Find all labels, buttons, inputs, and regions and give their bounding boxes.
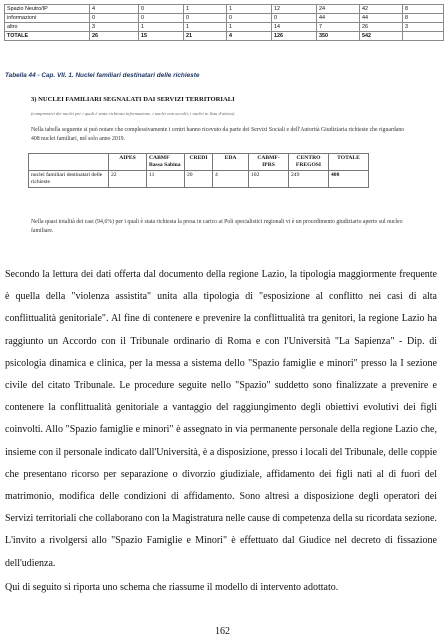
table-cell: 1 [139,23,184,32]
table-cell: 4 [227,32,272,41]
table-caption: Tabella 44 - Cap. VII. 1. Nuclei familiari destinatari delle richieste [5,72,200,79]
page-number: 162 [215,626,230,637]
table-cell: 42 [360,5,403,14]
excerpt-table-cell: 22 [109,171,147,188]
excerpt-table-header: CABMF Bassa Sabina [147,154,185,171]
data-table-top [4,4,444,41]
table-cell: 44 [317,14,360,23]
excerpt-table [28,153,369,188]
table-cell: 1 [184,5,227,14]
excerpt-heading: 3) NUCLEI FAMILIARI SEGNALATI DAI SERVIZI TERRITORIALI [31,96,235,103]
table-cell: 24 [317,5,360,14]
excerpt-subheading: (comprensivi dei nuclei per i quali è stata richiesta informazione, i nuclei non accolti, i nuclei in lista d'attesa) [31,111,235,116]
excerpt-table-header: TOTALE [329,154,369,171]
excerpt-table-header: EDA [213,154,249,171]
excerpt-table-header [29,154,109,171]
table-cell: 7 [317,23,360,32]
excerpt-table-cell: 20 [185,171,213,188]
table-cell: 3 [403,23,444,32]
table-cell: 0 [90,14,139,23]
table-cell: 4 [90,5,139,14]
table-row [5,32,444,41]
excerpt-table-cell: 408 [329,171,369,188]
body-paragraph-2: Qui di seguito si riporta uno schema che riassume il modello di intervento adottato. [5,582,339,593]
table-cell: altro [5,23,90,32]
excerpt-table-row [29,171,369,188]
table-cell: 350 [317,32,360,41]
table-cell: Spazio Neutro/IP [5,5,90,14]
table-cell: 0 [139,5,184,14]
table-cell: 0 [184,14,227,23]
table-cell: 26 [90,32,139,41]
scanned-document-excerpt [25,83,425,253]
excerpt-table-cell: 249 [289,171,329,188]
table-cell: 1 [184,23,227,32]
table-cell: 126 [272,32,317,41]
table-cell: 21 [184,32,227,41]
excerpt-table-cell: 11 [147,171,185,188]
table-cell: 1 [227,5,272,14]
table-row [5,5,444,14]
excerpt-table-header-row [29,154,369,171]
excerpt-note: Nella quasi totalità dei casi (94,6%) per i quali è stata richiesta la presa in carico ai Poli specialistici regionali vi è un procedimento giudiziario aperto sul nucleo familiare. [31,219,403,234]
excerpt-table-cell: 102 [249,171,289,188]
table-cell: 3 [90,23,139,32]
excerpt-table-cell: nuclei familiari destinatari delle richieste [29,171,109,188]
table-cell: 8 [403,5,444,14]
table-cell: 8 [403,14,444,23]
table-cell: 0 [272,14,317,23]
table-cell: 0 [139,14,184,23]
excerpt-table-header: CENTRO FREGOSI [289,154,329,171]
table-row [5,23,444,32]
table-cell: TOTALE [5,32,90,41]
table-cell: informazioni [5,14,90,23]
excerpt-table-header: CABMF-IPRS [249,154,289,171]
table-cell: 44 [360,14,403,23]
table-cell: 14 [272,23,317,32]
excerpt-table-header: CREDI [185,154,213,171]
excerpt-table-header: AIPES [109,154,147,171]
table-row [5,14,444,23]
table-cell: 0 [227,14,272,23]
excerpt-table-cell: 4 [213,171,249,188]
excerpt-intro: Nella tabella seguente si può notare che complessivamente i centri hanno ricevuto da parte dei Servizi Sociali e dell'Autorità Giudiziaria richieste che riguardano 408 nuclei familiari, nel solo anno 2019. [31,127,405,142]
table-cell [403,32,444,41]
table-cell: 1 [227,23,272,32]
table-cell: 542 [360,32,403,41]
body-paragraph: Secondo la lettura dei dati offerta dal documento della regione Lazio, la tipologia maggiormente frequente è quella della "violenza assistita" unita alla tipologia di "esposizione al conflitto nei casi di alta conflittualità genitoriale". Al fine di contenere e prevenire la conflittualità tra genitori, la regione Lazio ha raggiunto un Accordo con il Tribunale ordinario di Roma e con l'Università "La Sapienza" - Dip. di psicologia dinamica e clinica, per la messa a sistema dello "Spazio famiglie e minori" presso la I sezione civile del citato Tribunale. Le procedure seguite nello "Spazio" suddetto sono finalizzate a prevenire e contenere la conflittualità genitoriale a vantaggio del raggiungimento degli obiettivi evolutivi dei figli coinvolti. Allo "Spazio famiglie e minori" è assegnato in via permanente personale della regione Lazio che, insieme con il personale indicato dall'Università, è a disposizione, presso i locali del Tribunale, delle coppie che presentano ricorso per separazione o divorzio giudiziale, affidamento dei figli nati al di fuori del matrimonio, modifica delle condizioni di affidamento. Sono altresì a disposizione degli operatori dei Servizi territoriali che collaborano con la Magistratura nelle cause di competenza della su ricordata sezione. L'invito a rivolgersi allo "Spazio Famiglie e Minori" è effettuato dal Giudice nel decreto di fissazione dell'udienza. [5,269,437,569]
table-cell: 15 [139,32,184,41]
table-cell: 12 [272,5,317,14]
table-cell: 26 [360,23,403,32]
